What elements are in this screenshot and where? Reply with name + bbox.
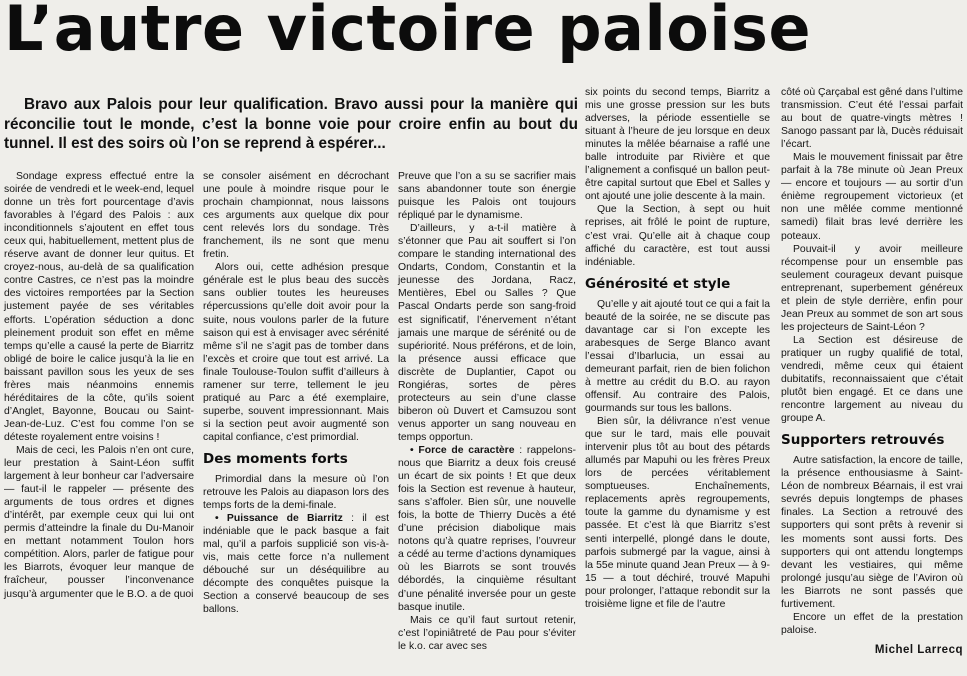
paragraph: se consoler aisément en décrochant une poule à moindre risque pour le prochain championnat, nous laissons ces arguments aux quelque dix pour cent relevés lors du sondage. Très franchement, ils ne sont que menu fretin.: [203, 171, 389, 261]
paragraph: Mais de ceci, les Palois n’en ont cure, leur prestation à Saint-Léon suffit largement à leur bonheur car l’adversaire — faut-il le rappeler — présente des arguments de tous ordres et dignes d’intérêt, par exemple ceux qui lui ont permis d’atteindre la finale du Du-Manoir en mettant notamment Toulon hors compétition. Alors, parler de fatigue pour les Biarrots, évoquer leur manque de fraîcheur, pousser l’inconvenance jusqu’à argumenter que le B.O. a de quoi: [4, 444, 194, 600]
paragraph: Mais ce qu’il faut surtout retenir, c’est l’opiniâtreté de Pau pour s’éviter le k.o. car avec ses: [398, 614, 576, 652]
paragraph: Mais le mouvement finissait par être parfait à la 78e minute où Jean Preux — encore et toujours — au sortir d’un énième regroupement victorieux (et non une mêlée comme mentionné samedi) filait bras levé derrière les poteaux.: [781, 152, 963, 242]
paragraph: Encore un effet de la prestation paloise.: [781, 611, 963, 636]
paragraph: Que la Section, à sept ou huit reprises, ait frôlé le point de rupture, c’est vrai. Qu’elle ait à chaque coup affiché du caractère, est tout aussi indéniable.: [585, 204, 770, 268]
paragraph: Pouvait-il y avoir meilleure récompense pour un ensemble pas seulement courageux devant puisque entreprenant, superbement généreux et plein de style derrière, enfin pour Jean Preux au sommet de son art sous les projecteurs de Saint-Léon ?: [781, 243, 963, 333]
paragraph: Bien sûr, la délivrance n’est venue que sur le tard, mais elle pouvait intervenir plus tôt au bout des pétards allumés par Mapuhi ou les frères Preux lors de percées véritablement somptueuses. Enchaînements, replacements après regroupements, toute la gamme du dynamisme y est passée. Et c’est là que Biarritz s’est senti interpellé, plongé dans le doute, parfois submergé par la vague, ainsi à la 55e minute quand Jean Preux — à 9-15 — a tout déchiré, trouvé Mapuhi pour prolonger, l’attaque rebondit sur la troisième ligne et file de l’autre: [585, 416, 770, 610]
subheading-moments-forts: Des moments forts: [203, 450, 348, 467]
paragraph: Preuve que l’on a su se sacrifier mais sans abandonner toute son énergie puisque les Palois ont toujours répliqué par le dynamisme.: [398, 171, 576, 222]
paragraph: Qu’elle y ait ajouté tout ce qui a fait la beauté de la soirée, ne se discute pas davantage car si l’on excepte les arabesques de Serge Blanco avant l’essai d’Ibarlucia, un essai au demeurant parfait, rien de bien folichon à mettre au crédit du B.O. au rayon offensif. Au contraire des Palois, gourmands sur tous les ballons.: [585, 298, 770, 415]
subheading-supporters-retrouves: Supporters retrouvés: [781, 432, 945, 449]
paragraph: Primordial dans la mesure où l’on retrouve les Palois au diapason lors des temps forts de la demi-finale.: [203, 473, 389, 512]
paragraph: D’ailleurs, y a-t-il matière à s’étonner que Pau ait souffert si l’on compare le standing international des Ondarts, Condom, Constantin et la jeunesse des Jordana, Racz, Mentières, Ebel ou Salles ? Que Pascal Ondarts perde son sang-froid est significatif, l’énervement n’étant jamais une marque de sérénité ou de supériorité. Nous préférons, et de loin, la présence aussi efficace que discrète de Duplantier, Capot ou Rongiéras, sortes de pères protecteurs au sein d’une classe biberon où Duvert et Camsuzou sont venus apporter un sang nouveau en temps opportun.: [398, 223, 576, 443]
lede-paragraph: Bravo aux Palois pour leur qualification. Bravo aussi pour la manière qui réconcilie tout le monde, c’est la bonne voie pour croire enfin au bout du tunnel. Il est des soirs où l’on se reprend à espérer...: [4, 96, 578, 153]
bullet-lead: • Force de caractère: [410, 444, 515, 456]
paragraph: Autre satisfaction, la encore de taille, la présence enthousiasme à Saint-Léon de nombreux Béarnais, il est vrai sevrés depuis longtemps de phases finales. La Section a retrouvé des supporters qui sont prêts à revenir si les moments sont aussi forts. Des supporters qui ont attendu longtemps devant les vestiaires, qui même prolongé jusqu’au siège de l’Aviron où les Biarrots ne sont passés que furtivement.: [781, 455, 963, 610]
article-column-3: [398, 170, 576, 653]
paragraph: Alors oui, cette adhésion presque générale est le plus beau des succès sans oublier toutes les heureuses répercussions qu’elle doit avoir pour la suite, nous voulons parler de la future saison qui est à envisager avec sérénité même s’il ne s’agit pas de tomber dans l’excès et croire que tout est arrivé. La finale Toulouse-Toulon suffit d’ailleurs à ramener sur terre, tellement le jeu pratiqué au Parc a été exemplaire, superbe, souvent impressionnant. Mais si la section peut avoir augmenté son capital confiance, c’est primordial.: [203, 262, 389, 443]
headline: L’autre victoire paloise: [4, 0, 812, 65]
paragraph: côté où Çarçabal est gêné dans l’ultime transmission. C’eut été l’essai parfait au bout de quatre-vingts mètres ! Sanogo passant par là, Ducès réduisait l’écart.: [781, 87, 963, 151]
bullet-text: : rappelons-nous que Biarritz a deux fois creusé un écart de six points ! Et que deux fois la Section est revenue à hauteur, sans s’affoler. Bien sûr, une nouvelle fois, la botte de Thierry Ducès a été d’une précision diabolique mais notons qu’à quatre reprises, l’ouvreur a cédé au terme d’actions dynamiques où les Biarrots se sont trouvés débordés, la cinquième résultant d’une pénalité inversée pour un geste basque inutile.: [398, 444, 576, 613]
paragraph: six points du second temps, Biarritz a mis une grosse pression sur les buts adverses, la période essentielle se situant à l’heure de jeu lorsque en deux minutes la mêlée béarnaise a raflé une balle introduite par Rivière et que l’alignement a confisqué un ballon peut-être capital surtout que Ebel et Salles y ont ajouté une jolie descente à la main.: [585, 87, 770, 203]
paragraph: [398, 444, 576, 614]
subheading-generosite-style: Générosité et style: [585, 275, 731, 292]
author-signature: Michel Larrecq: [874, 643, 963, 656]
article-column-1: [4, 170, 194, 601]
article-column-4: [585, 86, 770, 611]
paragraph: [203, 512, 389, 616]
bullet-text: : il est indéniable que le pack basque a fait mal, qu’il a parfois supplicié son vis-à-vis, mais cette force n’a nullement débouché sur un déséquilibre au décompte des conquêtes puisque la Section a conservé beaucoup de ses ballons.: [203, 513, 389, 616]
bullet-lead: • Puissance de Biarritz: [215, 513, 343, 525]
article-column-5: [781, 86, 963, 657]
article-column-2: [203, 170, 389, 617]
paragraph: La Section est désireuse de pratiquer un rugby qualifié de total, vendredi, même ceux qui étaient dubitatifs, reconnaissaient que c’était plutôt bien engagé. Et ce dans une rencontre largement au niveau du groupe A.: [781, 334, 963, 425]
paragraph: Sondage express effectué entre la soirée de vendredi et le week-end, lequel donne un très fort pourcentage d’avis favorables à l’égard des Palois : aux inconditionnels s’ajoutent en effet tous ceux qui, habituellement, mettent plus de réserve avant de donner leur quitus. Et croyez-nous, au-delà de sa qualification contre Castres, ce n’est pas la moindre des victoires remportées par la Section justement payée de ses véritables efforts. L’opération séduction a donc pleinement produit son effet en même temps qu’elle a causé la perte de Biarritz obligé de boire le calice jusqu’à la lie en baissant pavillon sous les yeux de ses frères mais néanmoins ennemis héréditaires de la côte, qu’ils soient d’Anglet, Bayonne, Boucau ou Saint-Jean-de-Luz. C’est fou comme l’on se déteste royalement entre voisins !: [4, 171, 194, 443]
